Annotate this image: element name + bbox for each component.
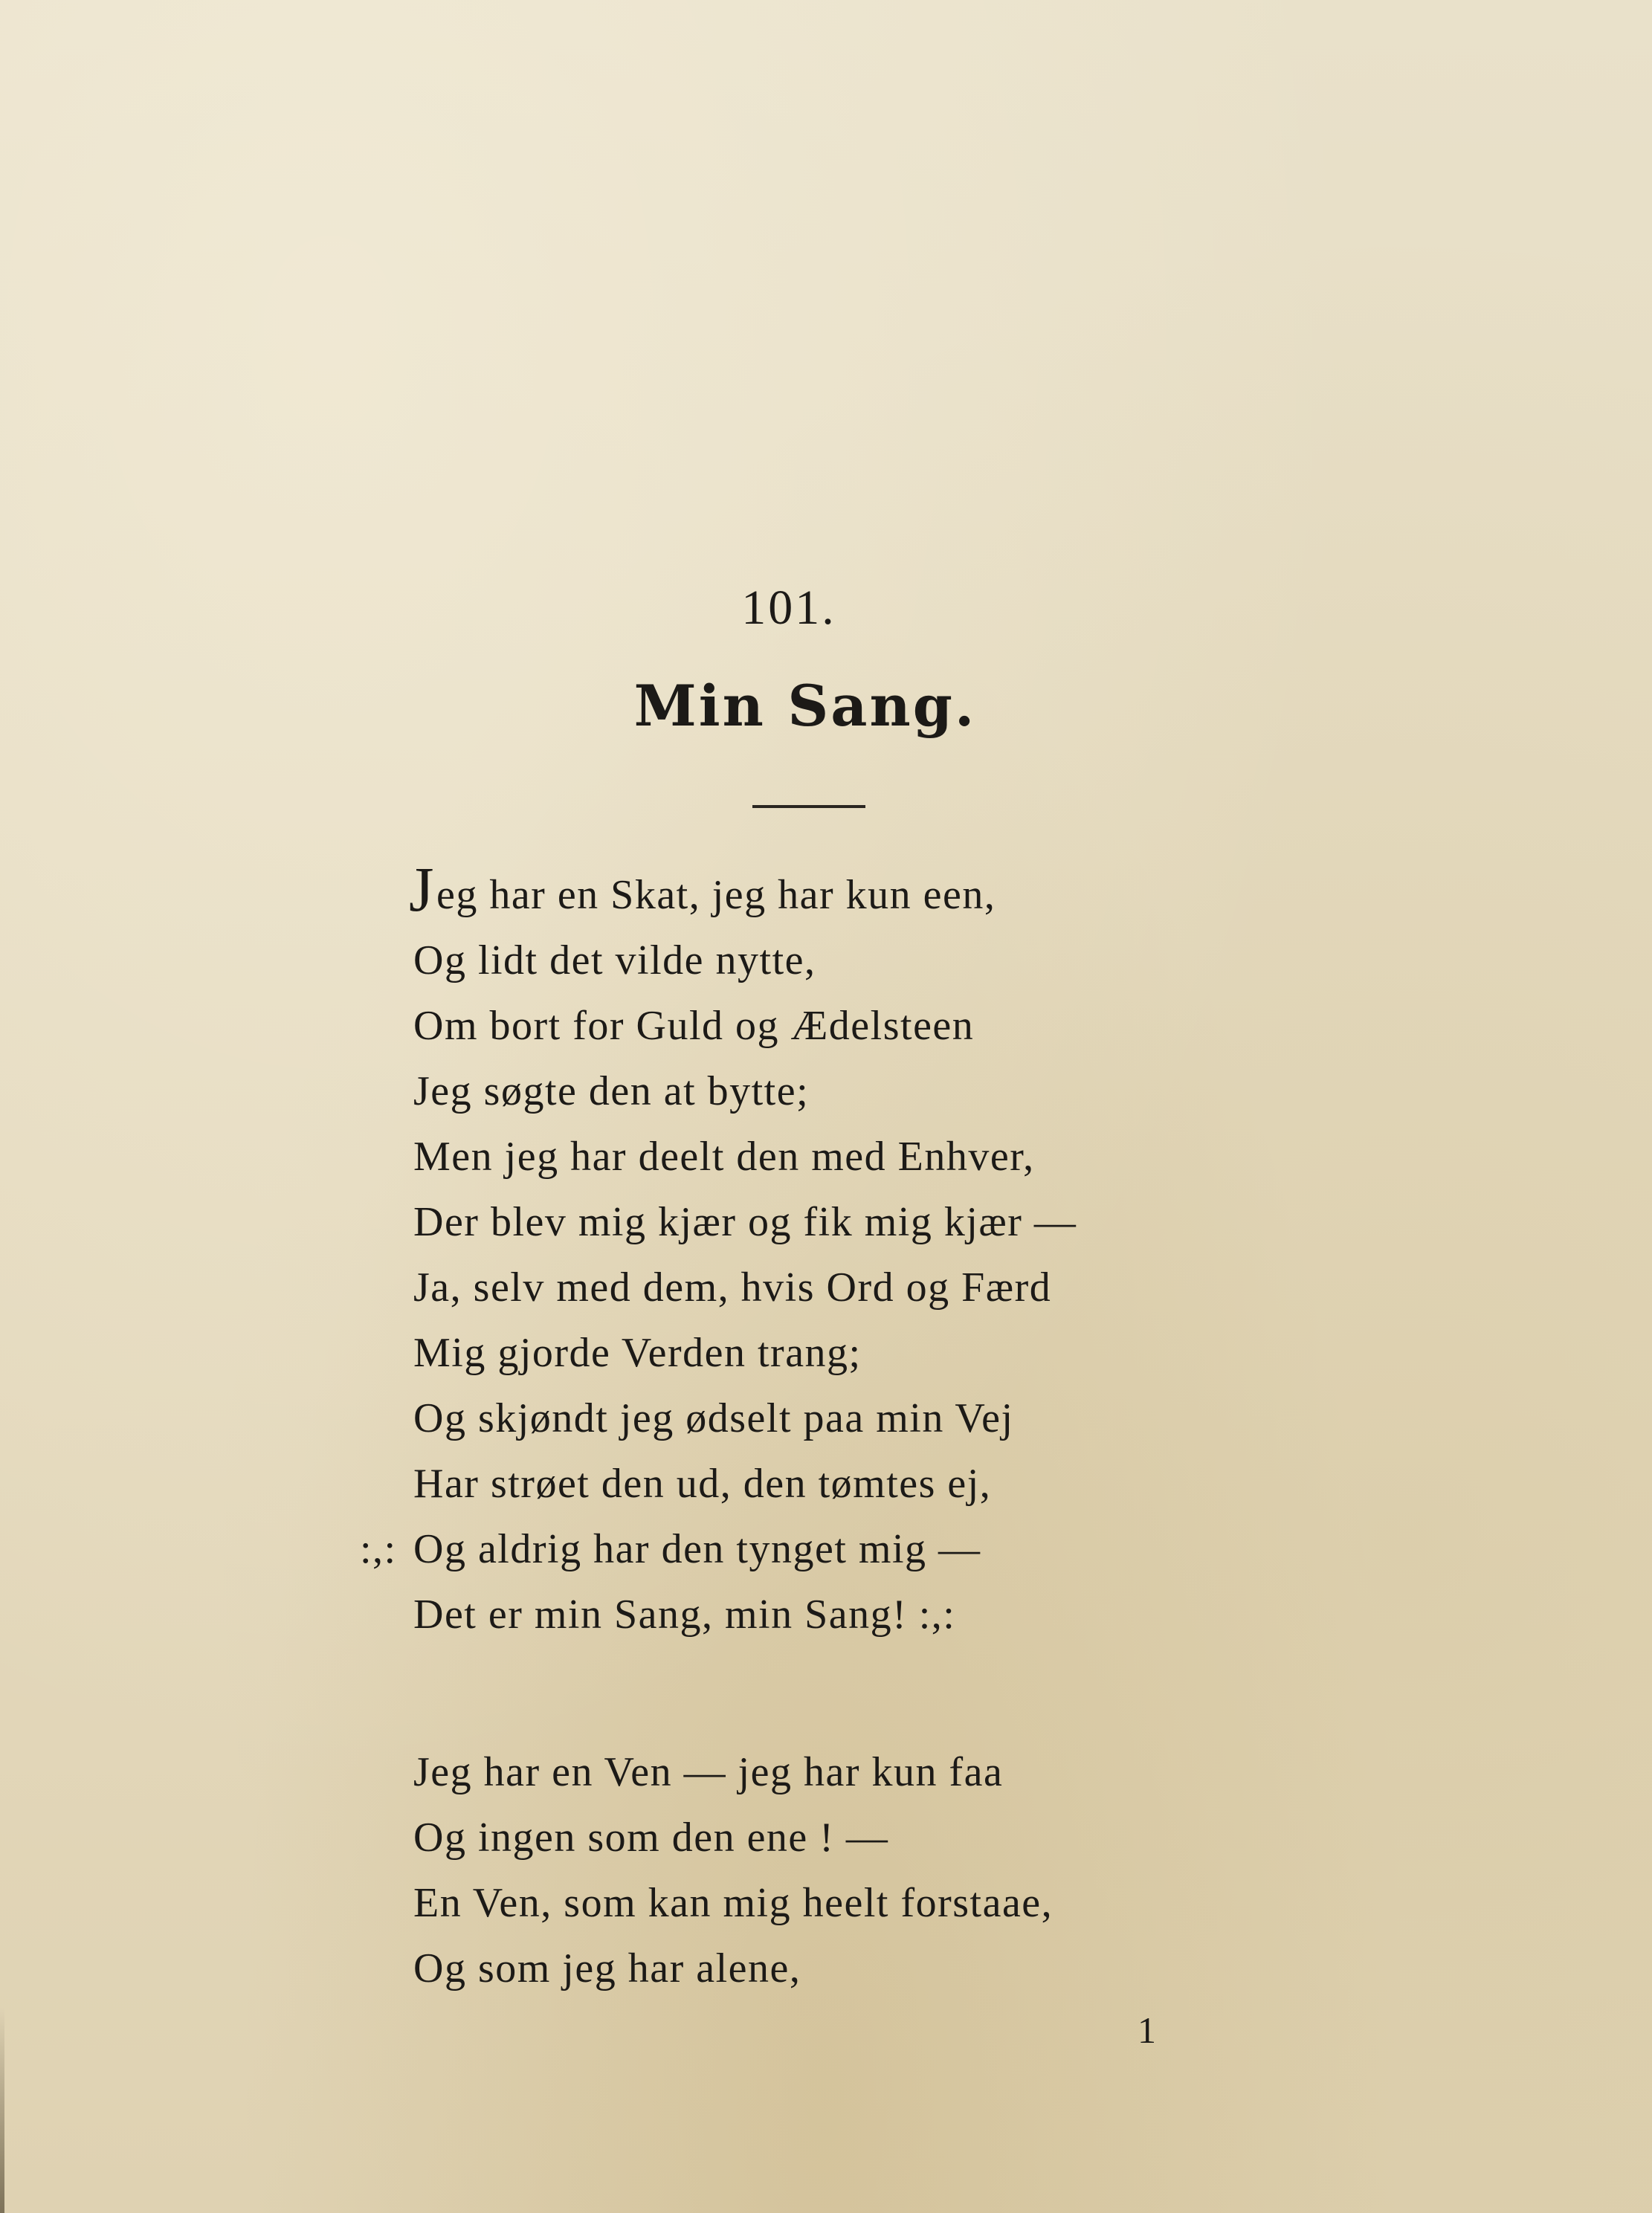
- verse-line-text: Og aldrig har den tynget mig —: [413, 1526, 981, 1572]
- verse-line-text: eg har en Skat, jeg har kun een,: [436, 872, 996, 918]
- drop-cap: J: [409, 853, 435, 925]
- verse-line: [409, 853, 1077, 928]
- signature-mark: 1: [1138, 2009, 1156, 2051]
- verse-line: Og skjøndt jeg ødselt paa min Vej: [413, 1395, 1014, 1441]
- verse-line: [360, 1516, 1077, 1582]
- verse-line: Og lidt det vilde nytte,: [413, 937, 816, 983]
- stanza-2: [413, 1739, 1053, 2001]
- repeat-mark: :,:: [360, 1526, 397, 1572]
- verse-line: Der blev mig kjær og fik mig kjær —: [413, 1199, 1077, 1245]
- verse-line: Mig gjorde Verden trang;: [413, 1330, 862, 1376]
- verse-line: Og som jeg har alene,: [413, 1945, 801, 1991]
- title-divider: [752, 805, 865, 808]
- page-edge-shadow: [0, 2007, 4, 2213]
- verse-line: Det er min Sang, min Sang! :,:: [413, 1592, 956, 1638]
- verse-line: Om bort for Guld og Ædelsteen: [413, 1003, 975, 1049]
- verse-line: Ja, selv med dem, hvis Ord og Færd: [413, 1264, 1052, 1311]
- verse-line: Jeg søgte den at bytte;: [413, 1068, 810, 1114]
- verse-line: Men jeg har deelt den med Enhver,: [413, 1134, 1035, 1180]
- poem-number: 101.: [741, 581, 836, 635]
- verse-line: Har strøet den ud, den tømtes ej,: [413, 1461, 992, 1507]
- verse-line: Jeg har en Ven — jeg har kun faa: [413, 1749, 1004, 1795]
- verse-line: Og ingen som den ene ! —: [413, 1815, 889, 1861]
- stanza-1: [360, 853, 1077, 1647]
- poem-title: Min Sang.: [633, 673, 977, 739]
- verse-line: En Ven, som kan mig heelt forstaae,: [413, 1880, 1054, 1926]
